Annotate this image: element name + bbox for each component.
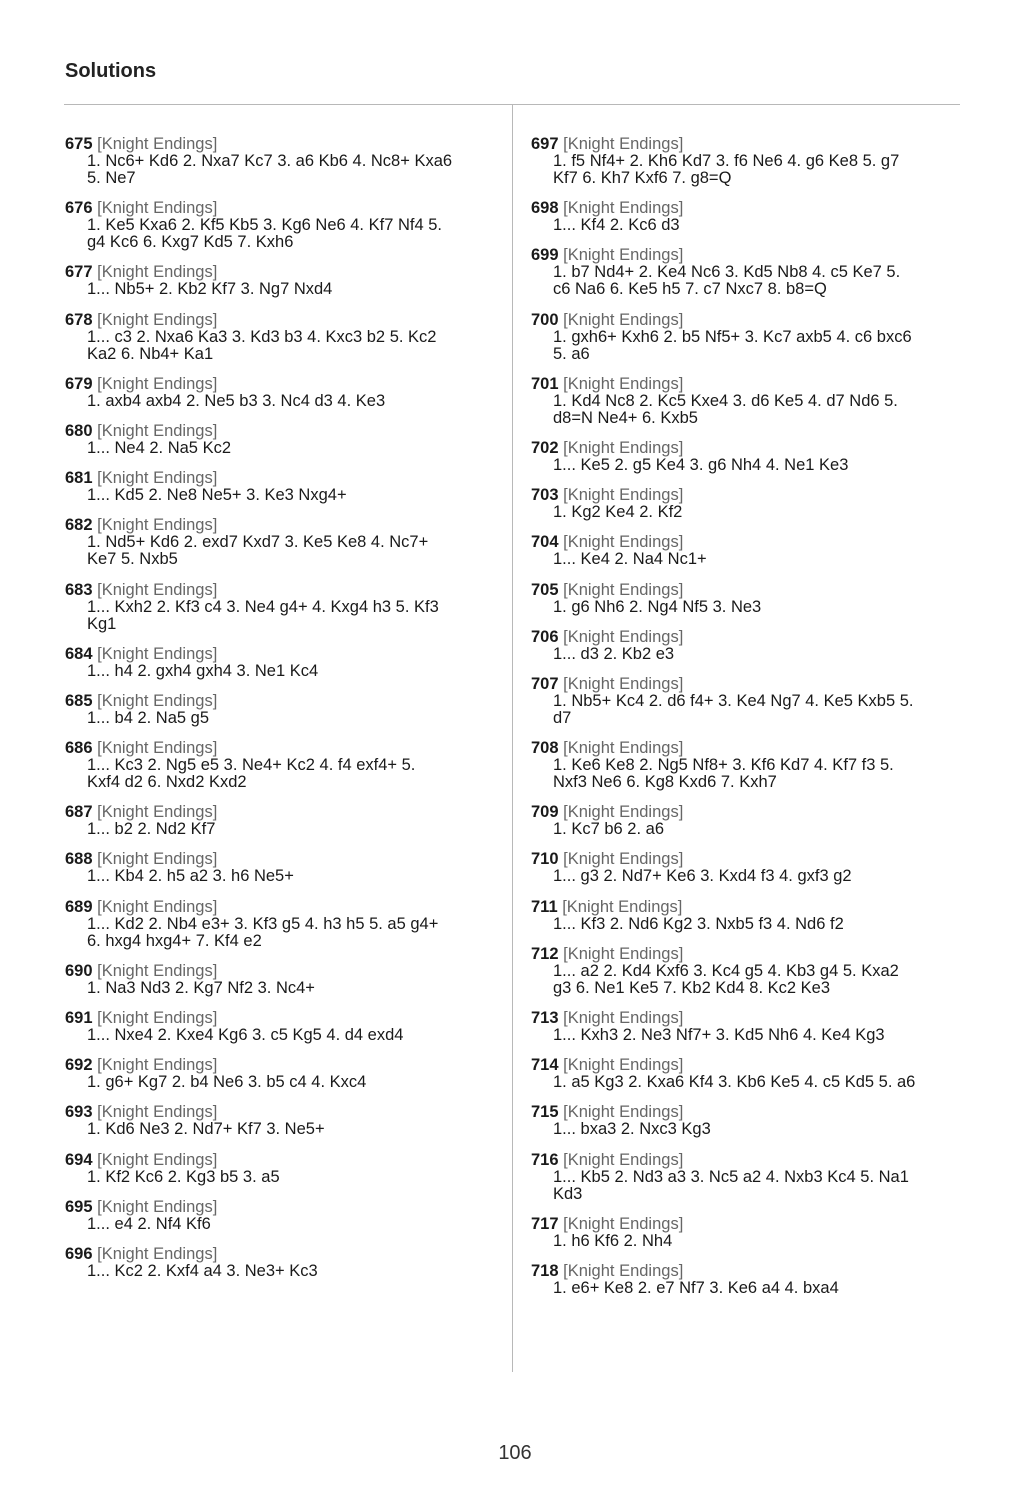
puzzle-category: [Knight Endings] (97, 739, 218, 758)
solution-entry (531, 136, 961, 187)
puzzle-category: [Knight Endings] (97, 1056, 218, 1075)
puzzle-number: 688 (65, 850, 93, 869)
solution-moves (531, 1233, 961, 1250)
solution-entry (65, 963, 495, 997)
solution-header (531, 804, 961, 821)
puzzle-number: 717 (531, 1214, 559, 1233)
solution-entry (531, 534, 961, 568)
puzzle-number: 681 (65, 469, 93, 488)
solution-header (531, 851, 961, 868)
solution-entry (531, 899, 961, 933)
solution-header (531, 1057, 961, 1074)
solution-entry (65, 804, 495, 838)
solution-entry (65, 693, 495, 727)
solution-moves (65, 1263, 495, 1280)
solution-moves (65, 1169, 495, 1186)
moves-line: 1. f5 Nf4+ 2. Kh6 Kd7 3. f6 Ne6 4. g6 Ke8 5. g7 (553, 152, 900, 170)
solution-entry (65, 200, 495, 251)
puzzle-category: [Knight Endings] (563, 739, 684, 758)
solution-moves (65, 916, 495, 950)
solution-entry (65, 264, 495, 298)
moves-line: 1. Ke5 Kxa6 2. Kf5 Kb5 3. Kg6 Ne6 4. Kf7 Nf4 5. (87, 216, 442, 235)
moves-line: Kxf4 d2 6. Nxd2 Kxd2 (87, 773, 247, 792)
moves-line: 1... bxa3 2. Nxc3 Kg3 (553, 1120, 711, 1139)
moves-line: 1... h4 2. gxh4 gxh4 3. Ne1 Kc4 (87, 661, 319, 680)
moves-line: 6. hxg4 hxg4+ 7. Kf4 e2 (87, 931, 262, 950)
solution-entry (65, 1104, 495, 1138)
puzzle-category: [Knight Endings] (563, 1009, 684, 1027)
solution-entry (531, 1010, 961, 1044)
solution-header (65, 693, 495, 710)
moves-line: Kd3 (553, 1184, 583, 1203)
solution-header (531, 676, 961, 693)
solution-header (531, 1263, 961, 1280)
puzzle-number: 706 (531, 627, 559, 646)
solution-moves (531, 916, 961, 933)
solution-header (65, 1246, 495, 1263)
solution-entry (65, 423, 495, 457)
solution-entry (65, 376, 495, 410)
puzzle-number: 702 (531, 438, 559, 457)
solution-header (65, 517, 495, 534)
moves-line: 1. Nd5+ Kd6 2. exd7 Kxd7 3. Ke5 Ke8 4. Nc7+ (87, 533, 429, 552)
moves-line: 1... Ke5 2. g5 Ke4 3. g6 Nh4 4. Ne1 Ke3 (553, 455, 849, 474)
puzzle-number: 692 (65, 1056, 93, 1075)
puzzle-category: [Knight Endings] (563, 310, 684, 329)
puzzle-category: [Knight Endings] (97, 263, 218, 282)
puzzle-category: [Knight Endings] (563, 438, 684, 457)
puzzle-number: 686 (65, 739, 93, 758)
puzzle-number: 707 (531, 674, 559, 693)
puzzle-category: [Knight Endings] (563, 1261, 684, 1280)
solution-moves (531, 693, 961, 727)
solution-header (65, 899, 495, 916)
solution-moves (65, 868, 495, 885)
moves-line: Ke7 5. Nxb5 (87, 550, 178, 569)
solution-header (65, 312, 495, 329)
solution-moves (65, 153, 495, 187)
solution-moves (531, 1074, 961, 1091)
moves-line: 1. Ke6 Ke8 2. Ng5 Nf8+ 3. Kf6 Kd7 4. Kf7 f3 5. (553, 756, 894, 775)
puzzle-category: [Knight Endings] (563, 374, 684, 393)
moves-line: 1. b7 Nd4+ 2. Ke4 Nc6 3. Kd5 Nb8 4. c5 Ke7 5. (553, 263, 901, 282)
solution-entry (531, 247, 961, 298)
solution-header (65, 1104, 495, 1121)
puzzle-category: [Knight Endings] (97, 644, 218, 663)
solution-moves (531, 646, 961, 663)
solution-header (65, 851, 495, 868)
solution-entry (531, 440, 961, 474)
solution-entry (531, 851, 961, 885)
moves-line: Kf7 6. Kh7 Kxf6 7. g8=Q (553, 169, 732, 187)
solution-moves (65, 821, 495, 838)
puzzle-number: 687 (65, 803, 93, 822)
solution-moves (531, 1027, 961, 1044)
solution-entry (531, 1104, 961, 1138)
solution-moves (531, 821, 961, 838)
solution-entry (65, 136, 495, 187)
page-number: 106 (498, 1442, 532, 1464)
moves-line: 1. gxh6+ Kxh6 2. b5 Nf5+ 3. Kc7 axb5 4. c6 bxc6 (553, 327, 912, 346)
puzzle-category: [Knight Endings] (97, 691, 218, 710)
moves-line: g4 Kc6 6. Kxg7 Kd5 7. Kxh6 (87, 233, 294, 252)
puzzle-number: 699 (531, 246, 559, 265)
puzzle-number: 698 (531, 199, 559, 218)
moves-line: 1... Kxh3 2. Ne3 Nf7+ 3. Kd5 Nh6 4. Ke4 Kg3 (553, 1026, 885, 1044)
moves-line: 1. Nb5+ Kc4 2. d6 f4+ 3. Ke4 Ng7 4. Ke5 Kxb5 5. (553, 691, 914, 710)
puzzle-category: [Knight Endings] (97, 897, 218, 916)
solution-header (531, 136, 961, 153)
solution-moves (65, 393, 495, 410)
solution-header (531, 582, 961, 599)
puzzle-number: 693 (65, 1103, 93, 1122)
solution-header (65, 1199, 495, 1216)
solution-header (65, 804, 495, 821)
solution-entry (531, 804, 961, 838)
puzzle-number: 709 (531, 803, 559, 822)
puzzle-number: 690 (65, 961, 93, 980)
solution-moves (65, 440, 495, 457)
puzzle-number: 703 (531, 486, 559, 505)
moves-line: Nxf3 Ne6 6. Kg8 Kxd6 7. Kxh7 (553, 773, 777, 792)
puzzle-category: [Knight Endings] (563, 1103, 684, 1122)
solution-moves (65, 281, 495, 298)
solution-header (65, 376, 495, 393)
solution-header (65, 582, 495, 599)
solution-header (531, 534, 961, 551)
solution-entry (65, 312, 495, 363)
puzzle-number: 710 (531, 850, 559, 869)
puzzle-category: [Knight Endings] (97, 199, 218, 218)
puzzle-number: 696 (65, 1244, 93, 1263)
puzzle-number: 711 (531, 897, 558, 916)
puzzle-number: 695 (65, 1197, 93, 1216)
solution-header (65, 1010, 495, 1027)
solution-moves (531, 457, 961, 474)
moves-line: Ka2 6. Nb4+ Ka1 (87, 344, 214, 363)
moves-line: 1... Kf3 2. Nd6 Kg2 3. Nxb5 f3 4. Nd6 f2 (553, 914, 844, 933)
solution-entry (65, 1152, 495, 1186)
moves-line: 1. Kc7 b6 2. a6 (553, 820, 664, 839)
moves-line: d7 (553, 708, 572, 727)
puzzle-number: 685 (65, 691, 93, 710)
puzzle-number: 691 (65, 1009, 93, 1027)
solution-entry (65, 1057, 495, 1091)
solution-header (65, 264, 495, 281)
solution-entry (531, 1152, 961, 1203)
solution-header (65, 646, 495, 663)
solution-moves (531, 393, 961, 427)
puzzle-category: [Knight Endings] (97, 516, 218, 535)
solution-entry (531, 740, 961, 791)
solution-moves (65, 1074, 495, 1091)
moves-line: 1. Kg2 Ke4 2. Kf2 (553, 503, 683, 522)
moves-line: 1. Kd6 Ne3 2. Nd7+ Kf7 3. Ne5+ (87, 1120, 325, 1139)
moves-line: 1. g6 Nh6 2. Ng4 Nf5 3. Ne3 (553, 597, 762, 616)
puzzle-category: [Knight Endings] (97, 1244, 218, 1263)
puzzle-category: [Knight Endings] (97, 310, 218, 329)
moves-line: 1... Kd2 2. Nb4 e3+ 3. Kf3 g5 4. h3 h5 5. a5 g4+ (87, 914, 439, 933)
moves-line: 1... Kb4 2. h5 a2 3. h6 Ne5+ (87, 867, 294, 886)
solution-moves (65, 599, 495, 633)
moves-line: 1... Kd5 2. Ne8 Ne5+ 3. Ke3 Nxg4+ (87, 486, 347, 505)
puzzle-number: 694 (65, 1150, 93, 1169)
solution-moves (65, 487, 495, 504)
solution-moves (531, 504, 961, 521)
puzzle-category: [Knight Endings] (97, 1103, 218, 1122)
solution-entry (65, 646, 495, 680)
solution-entry (65, 470, 495, 504)
solutions-column-right (531, 136, 961, 1310)
solution-moves (65, 980, 495, 997)
solution-moves (65, 329, 495, 363)
solution-header (531, 740, 961, 757)
solution-moves (531, 757, 961, 791)
puzzle-number: 683 (65, 580, 93, 599)
puzzle-number: 714 (531, 1056, 559, 1075)
solution-moves (531, 153, 961, 187)
solution-header (531, 629, 961, 646)
moves-line: 5. a6 (553, 344, 590, 363)
puzzle-number: 697 (531, 135, 559, 153)
moves-line: c6 Na6 6. Ke5 h5 7. c7 Nxc7 8. b8=Q (553, 280, 827, 299)
solution-header (65, 740, 495, 757)
solution-entry (531, 1057, 961, 1091)
solution-entry (531, 676, 961, 727)
puzzle-number: 708 (531, 739, 559, 758)
solution-moves (531, 329, 961, 363)
puzzle-number: 712 (531, 944, 559, 963)
puzzle-category: [Knight Endings] (563, 1056, 684, 1075)
moves-line: 1. axb4 axb4 2. Ne5 b3 3. Nc4 d3 4. Ke3 (87, 391, 386, 410)
solution-header (531, 376, 961, 393)
moves-line: 1... c3 2. Nxa6 Ka3 3. Kd3 b3 4. Kxc3 b2 5. Kc2 (87, 327, 437, 346)
moves-line: 1... Kf4 2. Kc6 d3 (553, 216, 680, 235)
moves-line: 1. Nc6+ Kd6 2. Nxa7 Kc7 3. a6 Kb6 4. Nc8+ Kxa6 (87, 152, 453, 170)
moves-line: 1... a2 2. Kd4 Kxf6 3. Kc4 g5 4. Kb3 g4 5. Kxa2 (553, 961, 899, 980)
solution-header (531, 1104, 961, 1121)
solution-entry (65, 1199, 495, 1233)
solution-header (531, 247, 961, 264)
puzzle-number: 689 (65, 897, 93, 916)
solution-entry (531, 1263, 961, 1297)
solution-moves (531, 217, 961, 234)
puzzle-category: [Knight Endings] (563, 850, 684, 869)
puzzle-number: 682 (65, 516, 93, 535)
puzzle-number: 705 (531, 580, 559, 599)
solution-header (65, 136, 495, 153)
solution-header (65, 1152, 495, 1169)
puzzle-category: [Knight Endings] (97, 421, 218, 440)
puzzle-category: [Knight Endings] (97, 135, 218, 153)
moves-line: g3 6. Ne1 Ke5 7. Kb2 Kd4 8. Kc2 Ke3 (553, 978, 831, 997)
puzzle-number: 677 (65, 263, 93, 282)
puzzle-category: [Knight Endings] (563, 533, 684, 552)
solution-header (531, 200, 961, 217)
puzzle-category: [Knight Endings] (97, 374, 218, 393)
solution-header (531, 946, 961, 963)
solution-moves (65, 757, 495, 791)
solution-moves (65, 217, 495, 251)
moves-line: Kg1 (87, 614, 117, 633)
puzzle-number: 701 (531, 374, 559, 393)
moves-line: 1... Kxh2 2. Kf3 c4 3. Ne4 g4+ 4. Kxg4 h3 5. Kf3 (87, 597, 439, 616)
solution-entry (65, 582, 495, 633)
moves-line: 1... Nxe4 2. Kxe4 Kg6 3. c5 Kg5 4. d4 exd4 (87, 1026, 404, 1044)
solution-header (531, 487, 961, 504)
puzzle-category: [Knight Endings] (97, 1009, 218, 1027)
page-title: Solutions (65, 60, 157, 82)
puzzle-number: 675 (65, 135, 93, 153)
puzzle-number: 718 (531, 1261, 559, 1280)
puzzle-category: [Knight Endings] (563, 199, 684, 218)
solution-header (531, 1152, 961, 1169)
moves-line: 1. Na3 Nd3 2. Kg7 Nf2 3. Nc4+ (87, 978, 315, 997)
solution-moves (531, 963, 961, 997)
solution-header (65, 200, 495, 217)
solution-header (531, 899, 961, 916)
moves-line: 1... Ne4 2. Na5 Kc2 (87, 438, 231, 457)
moves-line: 1. Kf2 Kc6 2. Kg3 b5 3. a5 (87, 1167, 280, 1186)
solution-entry (65, 851, 495, 885)
moves-line: 1... Ke4 2. Na4 Nc1+ (553, 550, 707, 569)
solution-header (531, 1010, 961, 1027)
moves-line: 1... g3 2. Nd7+ Ke6 3. Kxd4 f3 4. gxf3 g2 (553, 867, 852, 886)
puzzle-category: [Knight Endings] (563, 674, 684, 693)
puzzle-category: [Knight Endings] (563, 135, 684, 153)
puzzle-category: [Knight Endings] (97, 850, 218, 869)
solution-moves (65, 1121, 495, 1138)
solution-moves (531, 551, 961, 568)
moves-line: 1. a5 Kg3 2. Kxa6 Kf4 3. Kb6 Ke5 4. c5 Kd5 5. a6 (553, 1073, 916, 1092)
puzzle-number: 679 (65, 374, 93, 393)
puzzle-number: 715 (531, 1103, 559, 1122)
puzzle-number: 678 (65, 310, 93, 329)
puzzle-category: [Knight Endings] (563, 944, 684, 963)
moves-line: 1. Kd4 Nc8 2. Kc5 Kxe4 3. d6 Ke5 4. d7 Nd6 5. (553, 391, 898, 410)
puzzle-category: [Knight Endings] (97, 580, 218, 599)
puzzle-number: 700 (531, 310, 559, 329)
solution-moves (531, 599, 961, 616)
solution-moves (531, 264, 961, 298)
moves-line: 1... Kc2 2. Kxf4 a4 3. Ne3+ Kc3 (87, 1261, 318, 1280)
solution-entry (531, 582, 961, 616)
solution-entry (531, 487, 961, 521)
moves-line: 1. h6 Kf6 2. Nh4 (553, 1231, 673, 1250)
moves-line: 1. e6+ Ke8 2. e7 Nf7 3. Ke6 a4 4. bxa4 (553, 1278, 839, 1297)
puzzle-category: [Knight Endings] (97, 1150, 218, 1169)
solution-entry (65, 899, 495, 950)
puzzle-category: [Knight Endings] (563, 803, 684, 822)
solution-header (531, 440, 961, 457)
puzzle-category: [Knight Endings] (563, 1150, 684, 1169)
puzzle-number: 716 (531, 1150, 559, 1169)
puzzle-category: [Knight Endings] (563, 1214, 684, 1233)
solutions-column-left (65, 136, 495, 1293)
moves-line: 1... b2 2. Nd2 Kf7 (87, 820, 216, 839)
moves-line: 1... Kb5 2. Nd3 a3 3. Nc5 a2 4. Nxb3 Kc4 5. Na1 (553, 1167, 909, 1186)
solution-entry (531, 376, 961, 427)
puzzle-number: 713 (531, 1009, 559, 1027)
moves-line: 1... Nb5+ 2. Kb2 Kf7 3. Ng7 Nxd4 (87, 280, 333, 299)
solution-entry (65, 517, 495, 568)
solution-header (531, 312, 961, 329)
solution-moves (531, 1121, 961, 1138)
solution-header (65, 423, 495, 440)
puzzle-category: [Knight Endings] (563, 580, 684, 599)
solution-moves (531, 1280, 961, 1297)
puzzle-category: [Knight Endings] (563, 246, 684, 265)
moves-line: 1. g6+ Kg7 2. b4 Ne6 3. b5 c4 4. Kxc4 (87, 1073, 367, 1092)
solution-header (65, 1057, 495, 1074)
solution-moves (65, 534, 495, 568)
moves-line: 5. Ne7 (87, 169, 136, 187)
solution-entry (65, 1010, 495, 1044)
puzzle-category: [Knight Endings] (562, 897, 683, 916)
puzzle-number: 676 (65, 199, 93, 218)
solution-entry (531, 312, 961, 363)
puzzle-category: [Knight Endings] (97, 1197, 218, 1216)
puzzle-category: [Knight Endings] (97, 961, 218, 980)
puzzle-category: [Knight Endings] (563, 486, 684, 505)
solution-header (65, 963, 495, 980)
solution-entry (531, 1216, 961, 1250)
solution-entry (65, 740, 495, 791)
solution-moves (65, 710, 495, 727)
moves-line: 1... d3 2. Kb2 e3 (553, 644, 675, 663)
column-divider (512, 105, 513, 1372)
moves-line: 1... b4 2. Na5 g5 (87, 708, 210, 727)
moves-line: d8=N Ne4+ 6. Kxb5 (553, 408, 698, 427)
solution-header (531, 1216, 961, 1233)
solution-header (65, 470, 495, 487)
puzzle-category: [Knight Endings] (563, 627, 684, 646)
solution-moves (65, 1027, 495, 1044)
solution-moves (531, 868, 961, 885)
puzzle-number: 704 (531, 533, 559, 552)
puzzle-number: 680 (65, 421, 93, 440)
solution-entry (531, 946, 961, 997)
puzzle-category: [Knight Endings] (97, 803, 218, 822)
puzzle-number: 684 (65, 644, 93, 663)
puzzle-category: [Knight Endings] (97, 469, 218, 488)
solution-moves (65, 1216, 495, 1233)
solution-moves (65, 663, 495, 680)
solution-entry (531, 629, 961, 663)
solution-entry (65, 1246, 495, 1280)
moves-line: 1... e4 2. Nf4 Kf6 (87, 1214, 211, 1233)
moves-line: 1... Kc3 2. Ng5 e5 3. Ne4+ Kc2 4. f4 exf4+ 5. (87, 756, 416, 775)
solution-moves (531, 1169, 961, 1203)
solution-entry (531, 200, 961, 234)
